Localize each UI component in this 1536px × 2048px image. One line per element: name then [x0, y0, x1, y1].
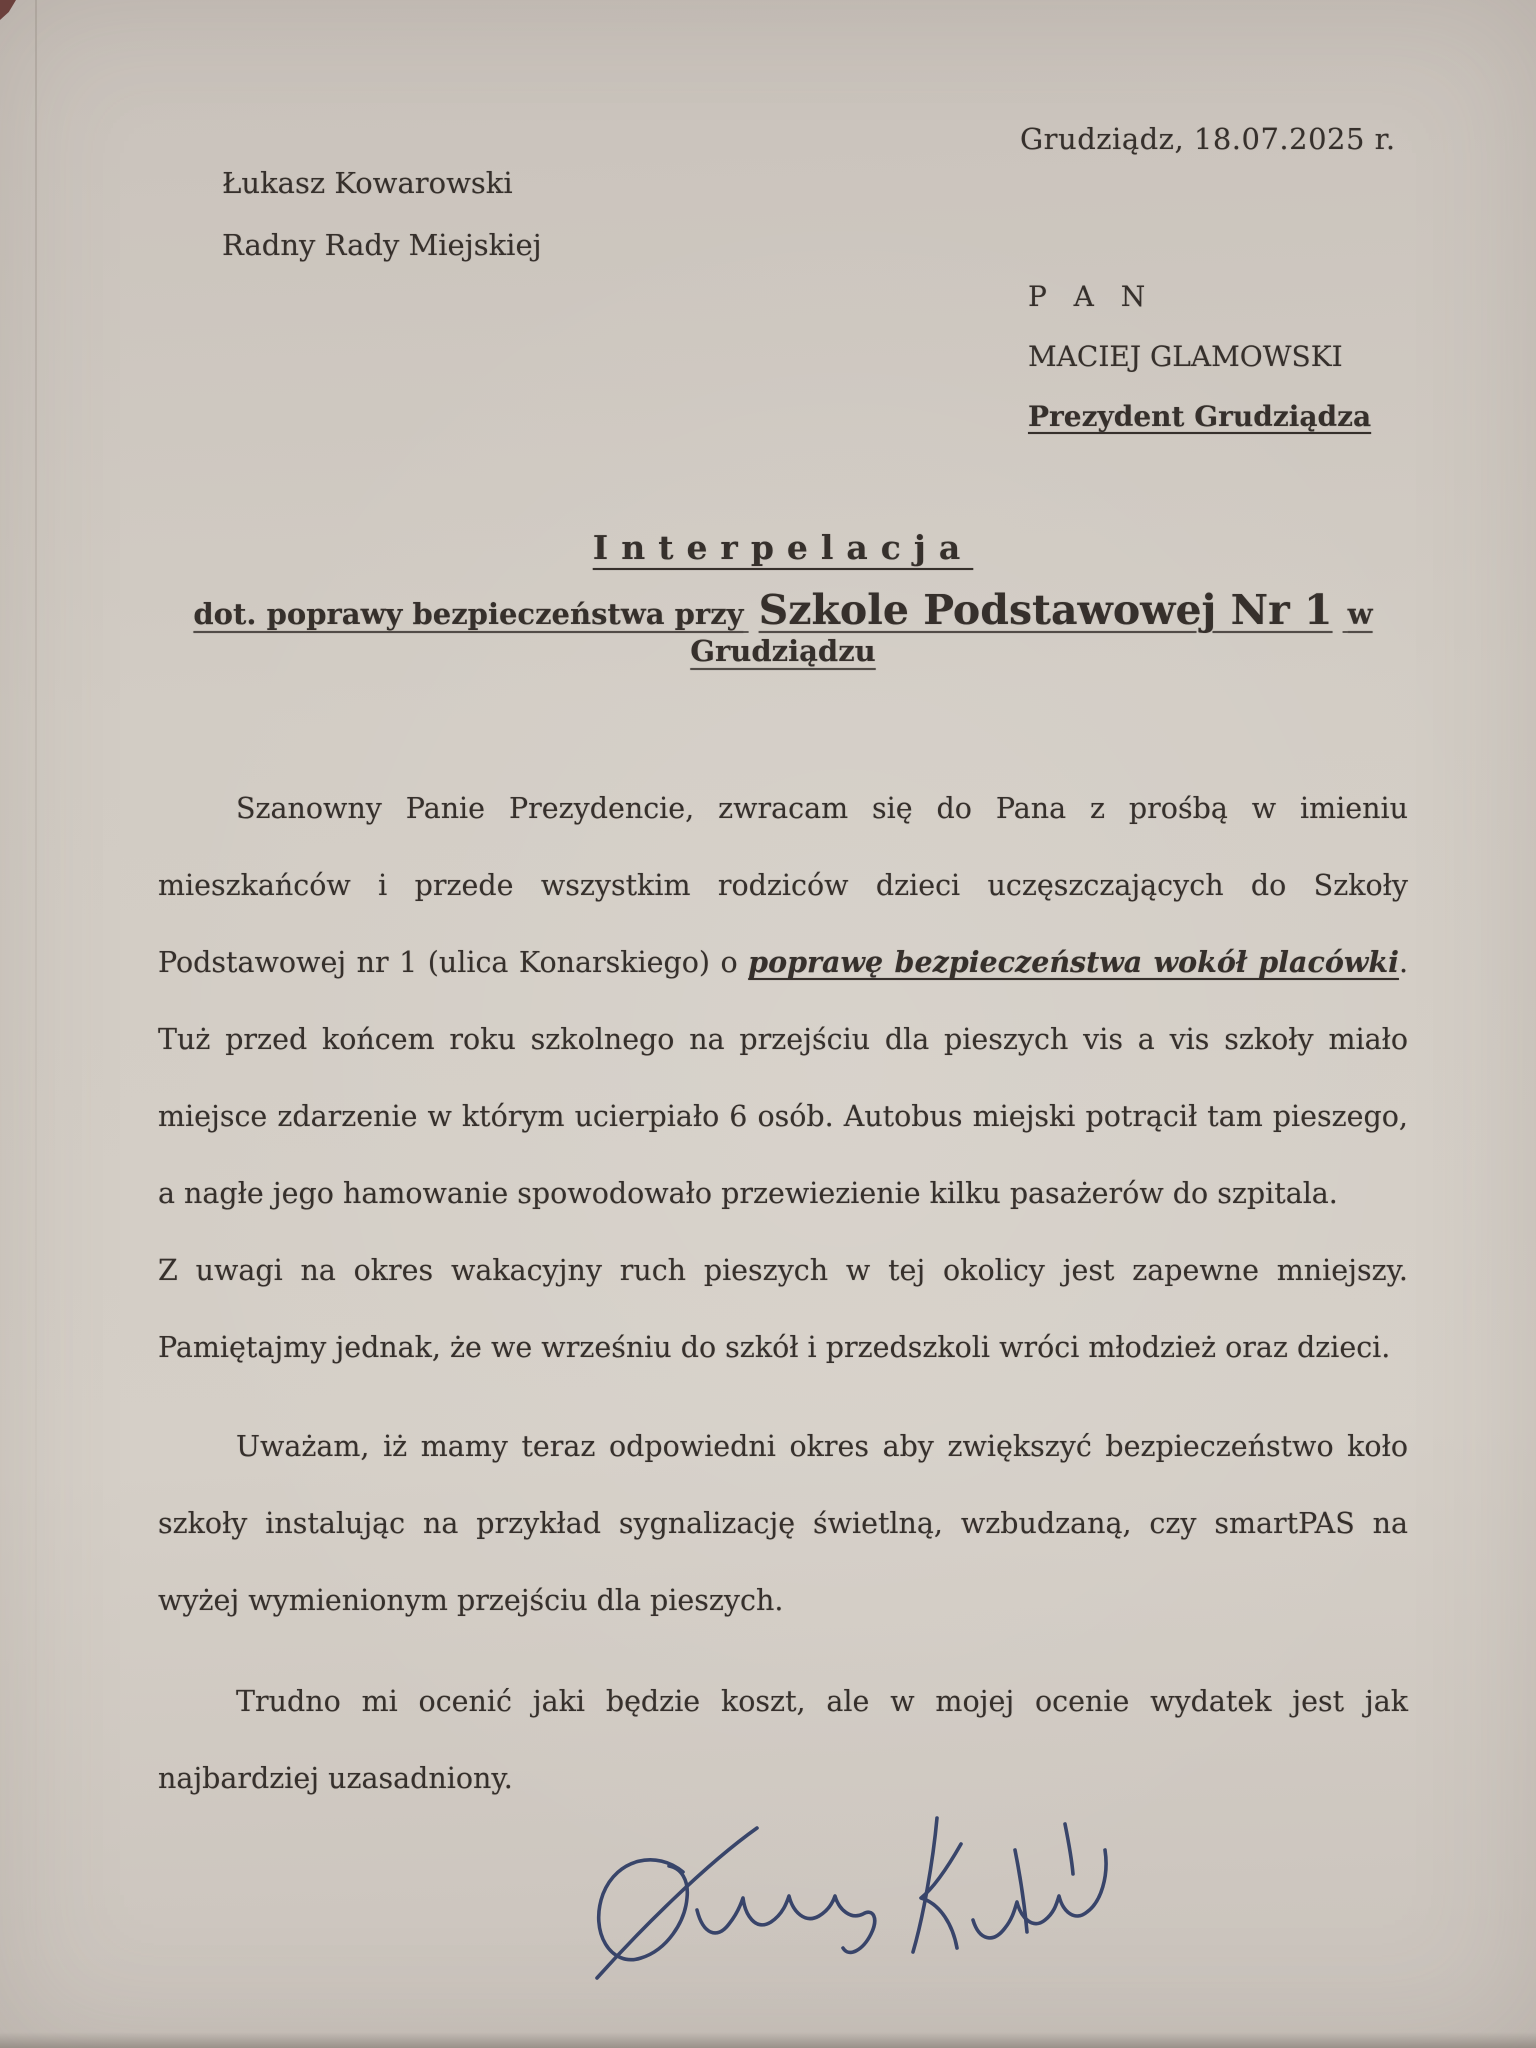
- letter-title: Interpelacja: [592, 528, 974, 567]
- subject-line: [120, 586, 1446, 668]
- paragraph-1-emphasis: poprawę bezpieczeństwa wokół placówki: [748, 945, 1399, 979]
- corner-mark: [0, 0, 16, 20]
- letter-title-row: [160, 528, 1406, 567]
- paragraph-1-pre: Szanowny Panie Prezydencie, zwracam się do Pana z prośbą w imieniu mieszkańców i przede wszystkim rodziców dzieci uczęszczających do Szkoły Podstawowej nr 1 (ulica Konarskiego) o: [158, 792, 1408, 979]
- subject-emphasis: Szkole Podstawowej Nr 1: [758, 586, 1333, 634]
- paper-crease-line: [35, 0, 37, 2048]
- signature-strokes: [597, 1818, 1106, 1978]
- sender-title: Radny Rady Miejskiej: [222, 228, 542, 262]
- paragraph-4: Trudno mi ocenić jaki będzie koszt, ale w mojej ocenie wydatek jest jak najbardziej uzasadniony.: [158, 1685, 1408, 1795]
- signature-ink-svg: [545, 1810, 1125, 2040]
- date-line: Grudziądz, 18.07.2025 r.: [1020, 122, 1396, 156]
- paragraph-3: Uważam, iż mamy teraz odpowiedni okres aby zwiększyć bezpieczeństwo koło szkoły instalując na przykład sygnalizację świetlną, wzbudzaną, czy smartPAS na wyżej wymienionym przejściu dla pieszych.: [158, 1430, 1408, 1617]
- letter-body: [158, 770, 1408, 1817]
- recipient-block: [1028, 280, 1371, 460]
- subject-suffix: w Grudziądzu: [690, 597, 1373, 668]
- paragraph-1-post: . Tuż przed końcem roku szkolnego na przejściu dla pieszych vis a vis szkoły miało miejsce zdarzenie w którym ucierpiało 6 osób. Autobus miejski potrącił tam pieszego, a nagłe jego hamowanie spowodowało przewiezienie kilku pasażerów do szpitala.: [158, 946, 1408, 1210]
- paragraph-1: [158, 770, 1408, 1232]
- recipient-salutation: P A N: [1028, 280, 1155, 313]
- sender-name: Łukasz Kowarowski: [222, 166, 513, 200]
- paragraph-2: Z uwagi na okres wakacyjny ruch pieszych w tej okolicy jest zapewne mniejszy. Pamiętajmy jednak, że we wrześniu do szkół i przedszkoli wróci młodzież oraz dzieci.: [158, 1254, 1408, 1364]
- sender-block: [222, 166, 542, 290]
- recipient-name: MACIEJ GLAMOWSKI: [1028, 340, 1343, 373]
- subject-prefix: dot. poprawy bezpieczeństwa przy: [193, 597, 744, 631]
- recipient-title: Prezydent Grudziądza: [1028, 400, 1372, 433]
- signature-handwritten: [545, 1810, 1125, 2040]
